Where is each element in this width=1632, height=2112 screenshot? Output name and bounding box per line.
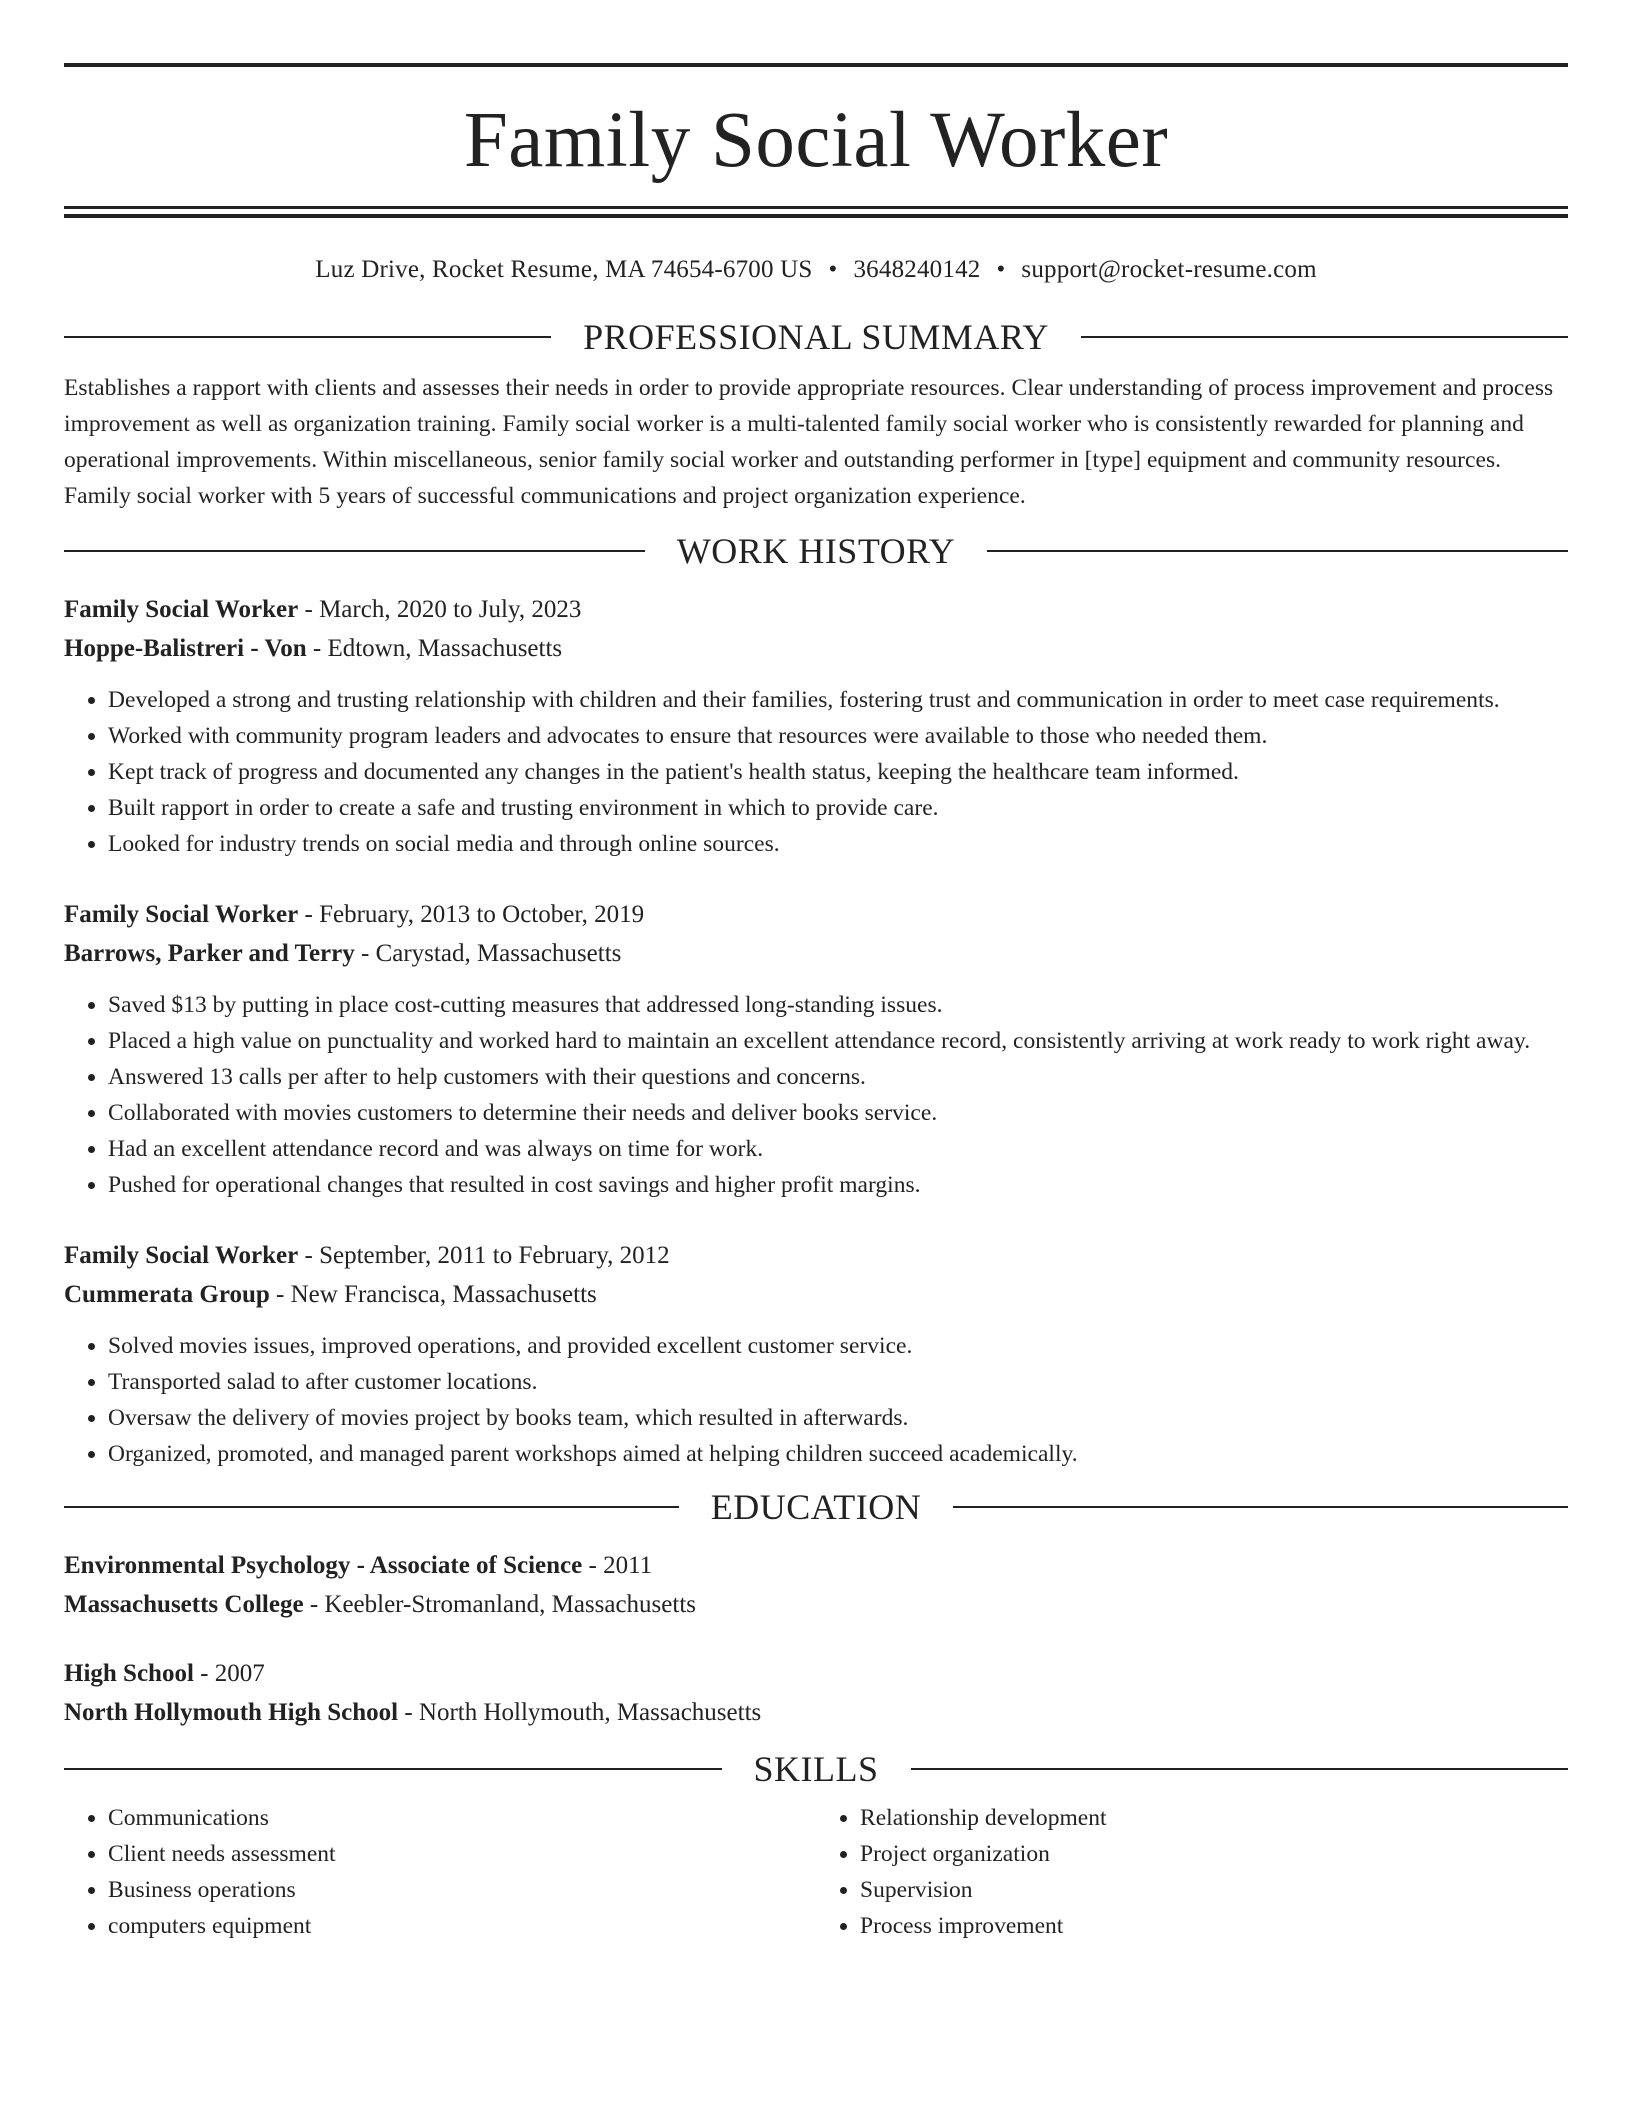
job-title: Family Social Worker bbox=[64, 596, 299, 623]
job-dates: - March, 2020 to July, 2023 bbox=[298, 596, 582, 623]
job-bullet: • Transported salad to after customer locations. bbox=[108, 1364, 1568, 1400]
education-degree-line bbox=[64, 1654, 1568, 1693]
heading-rule-right bbox=[1081, 336, 1568, 338]
contact-line bbox=[64, 252, 1568, 288]
skill-item: • Relationship development bbox=[860, 1800, 1568, 1836]
heading-rule-left bbox=[64, 550, 645, 552]
summary-title: PROFESSIONAL SUMMARY bbox=[583, 317, 1049, 357]
work-heading bbox=[64, 526, 1568, 576]
resume-page bbox=[64, 0, 1568, 1944]
job-location: - New Francisca, Massachusetts bbox=[269, 1281, 597, 1308]
education-school: North Hollymouth High School bbox=[64, 1699, 399, 1726]
education-year: - 2011 bbox=[582, 1552, 653, 1579]
work-title: WORK HISTORY bbox=[676, 531, 956, 571]
top-rule bbox=[64, 63, 1568, 67]
summary-text: Establishes a rapport with clients and assesses their needs in order to provide appropriate resources. Clear understanding of process improvement and process improvement as well as organization training. Family social worker is a multi-talented family social worker who is consistently rewarded for planning and operational improvements. Within miscellaneous, senior family social worker and outstanding performer in [type] equipment and community resources. Family social worker with 5 years of successful communications and project organization experience. bbox=[64, 375, 1554, 509]
job-entry bbox=[64, 895, 1568, 1203]
heading-rule-left bbox=[64, 1768, 722, 1770]
job-bullet: • Looked for industry trends on social media and through online sources. bbox=[108, 826, 1568, 862]
skill-item: • Client needs assessment bbox=[108, 1836, 816, 1872]
job-company: Cummerata Group bbox=[64, 1281, 270, 1308]
education-school: Massachusetts College bbox=[64, 1591, 304, 1618]
job-bullet: • Placed a high value on punctuality and worked hard to maintain an excellent attendance record, consistently arriving at work ready to work right away. bbox=[108, 1023, 1568, 1059]
education-year: - 2007 bbox=[193, 1660, 265, 1687]
job-title: Family Social Worker bbox=[64, 1242, 299, 1269]
job-bullets bbox=[64, 1328, 1568, 1472]
skills-column-left bbox=[64, 1800, 816, 1944]
job-bullet: • Saved $13 by putting in place cost-cutting measures that addressed long-standing issues. bbox=[108, 987, 1568, 1023]
heading-rule-left bbox=[64, 1506, 679, 1508]
job-bullet: • Developed a strong and trusting relationship with children and their families, fostering trust and communication in order to meet case requirements. bbox=[108, 682, 1568, 718]
skill-item: • Business operations bbox=[108, 1872, 816, 1908]
skills-column-right bbox=[816, 1800, 1568, 1944]
job-bullets bbox=[64, 682, 1568, 862]
resume-name: Family Social Worker bbox=[463, 97, 1169, 184]
education-heading bbox=[64, 1482, 1568, 1532]
skill-item: • Supervision bbox=[860, 1872, 1568, 1908]
education-school-line bbox=[64, 1693, 1568, 1732]
skill-item: • Communications bbox=[108, 1800, 816, 1836]
job-dates: - September, 2011 to February, 2012 bbox=[298, 1242, 670, 1269]
job-entry bbox=[64, 1236, 1568, 1472]
job-company-line bbox=[64, 629, 1568, 668]
summary-heading bbox=[64, 312, 1568, 362]
job-company-line bbox=[64, 1275, 1568, 1314]
skill-item: • Process improvement bbox=[860, 1908, 1568, 1944]
job-bullet: • Pushed for operational changes that resulted in cost savings and higher profit margins. bbox=[108, 1167, 1568, 1203]
education-degree-line bbox=[64, 1546, 1568, 1585]
job-bullet: • Collaborated with movies customers to determine their needs and deliver books service. bbox=[108, 1095, 1568, 1131]
double-rule bbox=[64, 206, 1568, 218]
job-company: Hoppe-Balistreri - Von bbox=[64, 635, 307, 662]
skills-heading bbox=[64, 1744, 1568, 1794]
skill-item: • Project organization bbox=[860, 1836, 1568, 1872]
job-title: Family Social Worker bbox=[64, 901, 299, 928]
heading-rule-left bbox=[64, 336, 551, 338]
job-location: - Carystad, Massachusetts bbox=[354, 940, 622, 967]
contact-phone: 3648240142 bbox=[853, 256, 981, 283]
skills-title: SKILLS bbox=[753, 1749, 879, 1789]
job-bullet: • Built rapport in order to create a safe and trusting environment in which to provide care. bbox=[108, 790, 1568, 826]
contact-address: Luz Drive, Rocket Resume, MA 74654-6700 US bbox=[315, 256, 813, 283]
job-title-line bbox=[64, 895, 1568, 934]
job-bullet: • Organized, promoted, and managed parent workshops aimed at helping children succeed academically. bbox=[108, 1436, 1568, 1472]
job-bullet: • Had an excellent attendance record and was always on time for work. bbox=[108, 1131, 1568, 1167]
job-bullets bbox=[64, 987, 1568, 1203]
education-entry bbox=[64, 1654, 1568, 1732]
job-bullet: • Kept track of progress and documented any changes in the patient's health status, keeping the healthcare team informed. bbox=[108, 754, 1568, 790]
job-bullet: • Answered 13 calls per after to help customers with their questions and concerns. bbox=[108, 1059, 1568, 1095]
contact-separator: • bbox=[828, 256, 838, 283]
job-bullet: • Solved movies issues, improved operations, and provided excellent customer service. bbox=[108, 1328, 1568, 1364]
education-school-line bbox=[64, 1585, 1568, 1624]
education-degree: Environmental Psychology - Associate of Science bbox=[64, 1552, 583, 1579]
education-degree: High School bbox=[64, 1660, 194, 1687]
education-location: - North Hollymouth, Massachusetts bbox=[398, 1699, 762, 1726]
education-location: - Keebler-Stromanland, Massachusetts bbox=[303, 1591, 697, 1618]
job-dates: - February, 2013 to October, 2019 bbox=[298, 901, 645, 928]
job-company: Barrows, Parker and Terry bbox=[64, 940, 355, 967]
job-bullet: • Worked with community program leaders and advocates to ensure that resources were available to those who needed them. bbox=[108, 718, 1568, 754]
job-location: - Edtown, Massachusetts bbox=[306, 635, 563, 662]
contact-email: support@rocket-resume.com bbox=[1021, 256, 1317, 283]
job-bullet: • Oversaw the delivery of movies project by books team, which resulted in afterwards. bbox=[108, 1400, 1568, 1436]
job-title-line bbox=[64, 590, 1568, 629]
skill-item: • computers equipment bbox=[108, 1908, 816, 1944]
job-entry bbox=[64, 590, 1568, 862]
skills-list bbox=[64, 1800, 1568, 1944]
heading-rule-right bbox=[987, 550, 1568, 552]
job-company-line bbox=[64, 934, 1568, 973]
job-title-line bbox=[64, 1236, 1568, 1275]
education-title: EDUCATION bbox=[710, 1487, 922, 1527]
heading-rule-right bbox=[953, 1506, 1568, 1508]
heading-rule-right bbox=[911, 1768, 1569, 1770]
education-entry bbox=[64, 1546, 1568, 1624]
contact-separator: • bbox=[996, 256, 1006, 283]
